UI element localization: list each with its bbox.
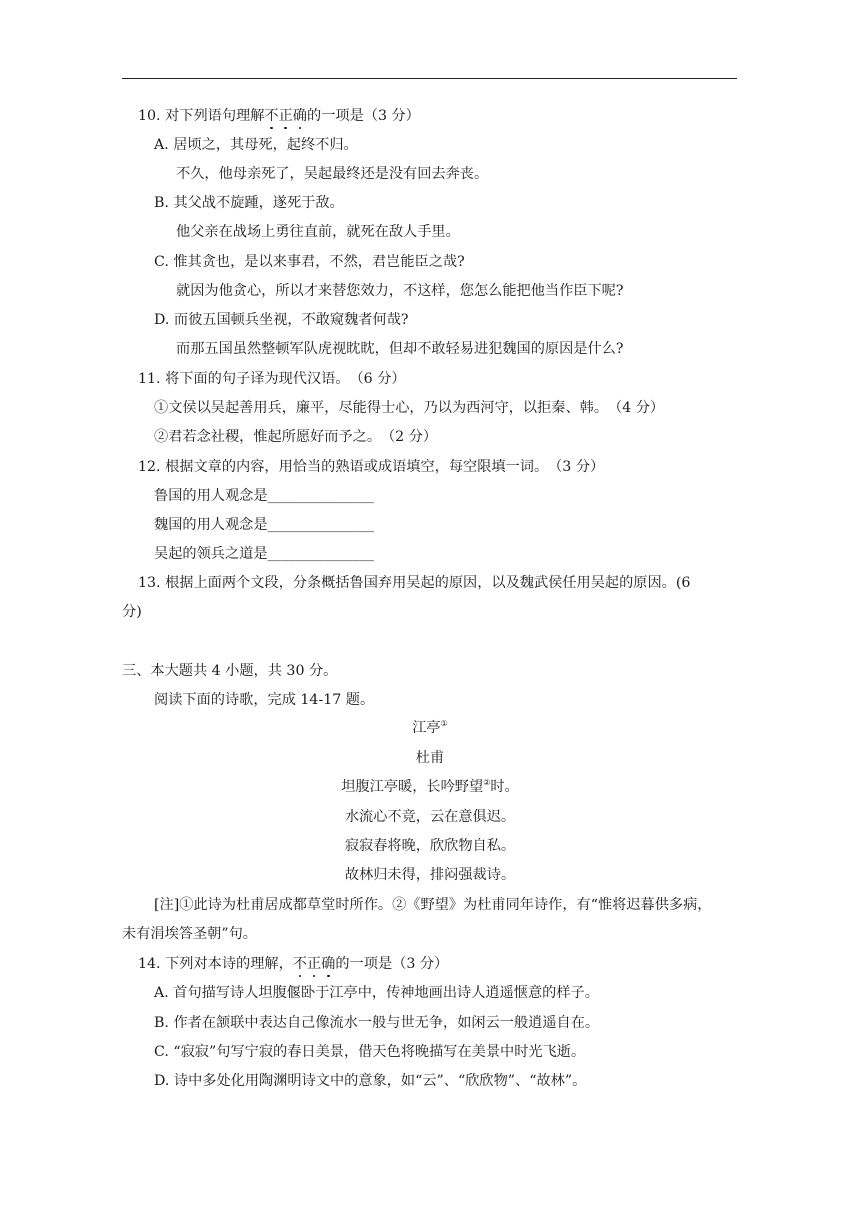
q14-option-d: D. 诗中多处化用陶渊明诗文中的意象，如“云”、“欣欣物”、“故林”。	[154, 1073, 587, 1089]
q10-option-c-translation: 就因为他贪心，所以才来替您效力，不这样，您怎么能把他当作臣下呢?	[176, 283, 624, 299]
q10-option-b: B. 其父战不旋踵，遂死于敌。	[154, 195, 344, 211]
q10-option-a-translation: 不久，他母亲死了，吴起最终还是没有回去奔丧。	[176, 166, 489, 182]
q11-item-1: ①文侯以吴起善用兵，廉平，尽能得士心，乃以为西河守，以拒秦、韩。 （4 分）	[154, 400, 665, 416]
footnote-marker: ①	[440, 719, 448, 728]
q12-blank-2: 魏国的用人观念是_______________	[154, 517, 374, 533]
emphasis-dot-char: 不	[264, 108, 279, 124]
q12-title: 12. 根据文章的内容，用恰当的熟语或成语填空，每空限填一词。 （3 分）	[138, 459, 605, 475]
q14-option-a: A. 首句描写诗人坦腹偃卧于江亭中，传神地画出诗人逍遥惬意的样子。	[154, 985, 599, 1001]
q10-title: 10. 对下列语句理解不正确的一项是（3 分）	[138, 108, 420, 124]
q10-option-c: C. 惟其贪也，是以来事君，不然，君岂能臣之哉?	[154, 254, 465, 270]
emphasis-dot-char: 正	[278, 108, 293, 124]
q14-option-c: C. “寂寂”句写宁寂的春日美景，借天色将晚描写在美景中时光飞逝。	[154, 1044, 586, 1060]
poem-title: 江亭①	[412, 719, 448, 736]
q11-title: 11. 将下面的句子译为现代汉语。 （6 分）	[138, 371, 406, 387]
poem-line-4: 故林归未得，排闷强裁诗。	[344, 867, 516, 883]
poem-line-3: 寂寂春将晚，欣欣物自私。	[344, 838, 516, 854]
q12-blank-3: 吴起的领兵之道是_______________	[154, 546, 374, 562]
q10-option-d-translation: 而那五国虽然整顿军队虎视眈眈，但却不敢轻易进犯魏国的原因是什么?	[176, 341, 624, 357]
poem-line-2: 水流心不竞，云在意俱迟。	[344, 809, 516, 825]
q10-option-a: A. 居顷之，其母死，起终不归。	[154, 137, 358, 153]
q10-option-d: D. 而彼五国顿兵坐视，不敢窥魏者何哉?	[154, 312, 409, 328]
q12-blank-1: 鲁国的用人观念是_______________	[154, 488, 374, 504]
poem-note-cont: 未有涓埃答圣朝”句。	[122, 926, 257, 942]
q14-option-b: B. 作者在颔联中表达自己像流水一般与世无争，如闲云一般逍遥自在。	[154, 1015, 600, 1031]
section-3-intro: 阅读下面的诗歌，完成 14-17 题。	[154, 692, 375, 708]
poem-note: [注]①此诗为杜甫居成都草堂时所作。②《野望》为杜甫同年诗作，有“惟将迟暮供多病，	[154, 897, 712, 913]
q13-text-cont: 分)	[122, 604, 142, 620]
section-3-title: 三、本大题共 4 小题，共 30 分。	[122, 663, 338, 679]
poem-author: 杜甫	[415, 750, 445, 766]
footnote-marker: ②	[483, 778, 491, 787]
emphasis-dot-char: 确	[321, 956, 336, 972]
emphasis-dot-char: 正	[306, 956, 322, 972]
emphasis-dot-char: 不	[292, 956, 307, 972]
emphasis-dot-char: 确	[292, 108, 307, 124]
q10-option-b-translation: 他父亲在战场上勇往直前，就死在敌人手里。	[176, 224, 460, 240]
q11-item-2: ②君若念社稷，惟起所愿好而予之。 （2 分）	[154, 429, 438, 445]
header-rule	[122, 78, 737, 79]
poem-line-1: 坦腹江亭暖，长吟野望②时。	[341, 778, 519, 795]
q13-text: 13. 根据上面两个文段，分条概括鲁国弃用吴起的原因，以及魏武侯任用吴起的原因。(6	[138, 575, 691, 591]
q14-title: 14. 下列对本诗的理解，不正确的一项是（3 分）	[138, 956, 449, 972]
